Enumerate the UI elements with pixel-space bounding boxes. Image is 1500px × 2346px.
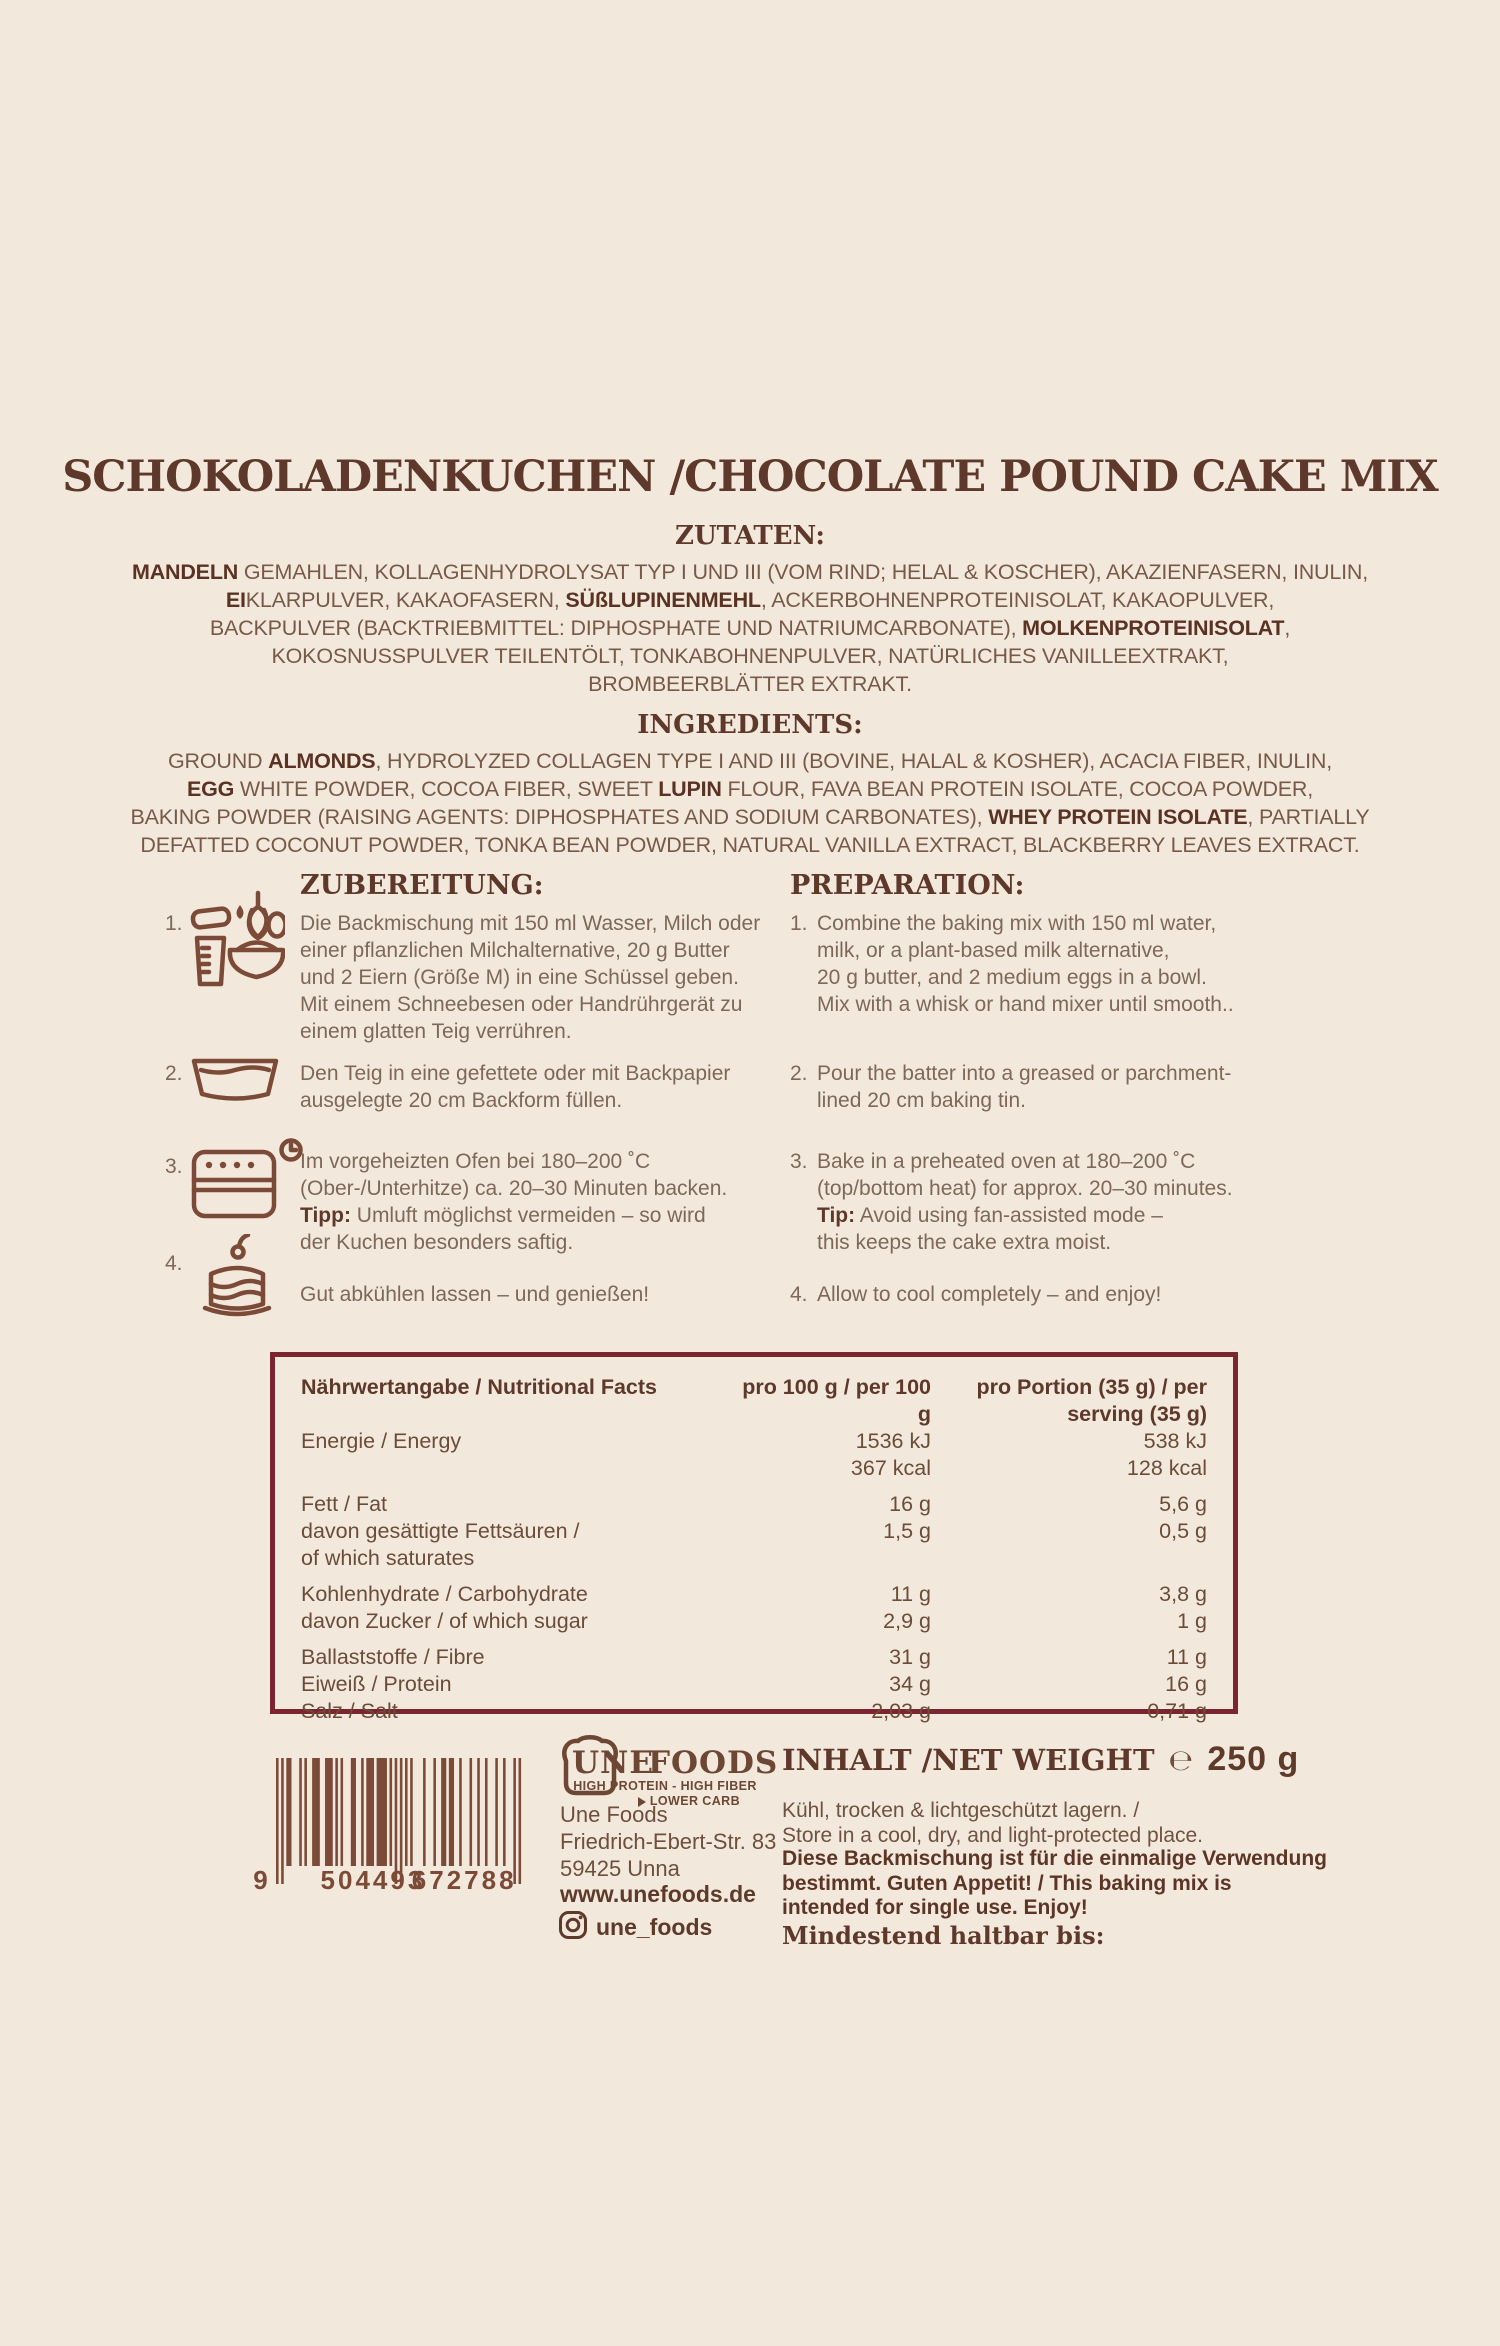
serving-value: 128 kcal xyxy=(1126,1456,1207,1480)
ingredients-de-text: MANDELN GEMAHLEN, KOLLAGENHYDROLYSAT TYP I UND III (VOM RIND; HELAL & KOSCHER), AKAZIENFASERN, INULIN, EIKLARPULVER, KAKAOFASERN, SÜßLUPINENMEHL, ACKERBOHNENPROTEINISOLAT, KAKAOPULVER, BACKPULVER (BACKTRIEBMITTEL: DIPHOSPHATE UND NATRIUMCARBONATE), MOLKENPROTEINISOLAT, KOKOSNUSSPULVER TEILENTÖLT, TONKABOHNENPULVER, NATÜRLICHES VANILLEEXTRAKT, BROMBEERBLÄTTER EXTRAKT. xyxy=(131,560,1369,696)
table-row xyxy=(301,1644,1207,1671)
per100-value: 2,03 g xyxy=(871,1699,931,1723)
table-row xyxy=(301,1671,1207,1698)
ingredients-heading: INGREDIENTS: xyxy=(637,710,863,740)
serving-value: 538 kJ xyxy=(1143,1429,1207,1453)
instagram-handle[interactable]: une_foods xyxy=(596,1914,713,1940)
website-link[interactable]: www.unefoods.de xyxy=(560,1881,756,1907)
preparation-heading: PREPARATION: xyxy=(790,870,1025,901)
storage-instructions: Kühl, trocken & lichtgeschützt lagern. / Store in a cool, dry, and light-protected place. xyxy=(782,1799,1204,1847)
serving-value: 5,6 g xyxy=(1159,1492,1207,1516)
nutrient-label xyxy=(301,1455,731,1482)
serving-value: 11 g xyxy=(1166,1645,1207,1669)
nutrition-header-serving: pro Portion (35 g) / per serving (35 g) xyxy=(976,1375,1207,1426)
zubereitung-heading: ZUBEREITUNG: xyxy=(300,870,544,901)
company-address: Une Foods Friedrich-Ebert-Str. 83 59425 Unna xyxy=(560,1802,777,1881)
best-before-label: Mindestend haltbar bis: xyxy=(782,1921,1105,1950)
svg-text:9: 9 xyxy=(253,1865,271,1895)
step-number: 2. xyxy=(790,1062,808,1085)
instagram-icon xyxy=(558,1910,588,1940)
table-row xyxy=(301,1428,1207,1455)
step-text-en-1: Combine the baking mix with 150 ml water, milk, or a plant-based milk alternative, 20 g butter, and 2 medium eggs in a bowl. Mix with a whisk or hand mixer until smooth.. xyxy=(817,912,1234,1016)
per100-value: 2,9 g xyxy=(883,1609,931,1633)
step-number: 4. xyxy=(790,1283,808,1306)
nutrition-header-per100: pro 100 g / per 100 g xyxy=(742,1375,931,1426)
nutrition-table xyxy=(270,1352,1238,1723)
single-use-note: Diese Backmischung ist für die einmalige Verwendung bestimmt. Guten Appetit! / This baking mix is intended for single use. Enjoy! xyxy=(782,1847,1327,1919)
nutrient-label: Salz / Salt xyxy=(301,1699,398,1723)
net-weight-label: INHALT /NET WEIGHT xyxy=(782,1743,1155,1777)
nutrient-label: davon Zucker / of which sugar xyxy=(301,1609,588,1633)
step-text-de-2: Den Teig in eine gefettete oder mit Backpapier ausgelegte 20 cm Backform füllen. xyxy=(300,1062,731,1112)
serving-value: 0,71 g xyxy=(1147,1699,1207,1723)
nutrient-label: Energie / Energy xyxy=(301,1429,462,1453)
mixing-ingredients-icon xyxy=(183,890,285,996)
step-number: 1. xyxy=(165,912,183,935)
step-text-en-4: Allow to cool completely – and enjoy! xyxy=(817,1283,1162,1306)
estimated-sign: ℮ xyxy=(1168,1743,1194,1777)
brand-name-foods: FOODS xyxy=(648,1745,779,1781)
brand-tagline-1: HIGH PROTEIN - HIGH FIBER xyxy=(573,1779,757,1793)
serving-value: 16 g xyxy=(1165,1672,1207,1696)
table-row xyxy=(301,1608,1207,1635)
svg-text:504493: 504493 xyxy=(320,1865,426,1895)
step-number: 1. xyxy=(790,912,808,935)
nutrition-header-row xyxy=(301,1374,1207,1428)
serving-value: 1 g xyxy=(1177,1609,1207,1633)
baking-tin-icon xyxy=(190,1056,280,1106)
table-row xyxy=(301,1518,1207,1572)
serving-value: 3,8 g xyxy=(1159,1582,1207,1606)
step-number: 4. xyxy=(165,1252,183,1275)
step-text-en-2: Pour the batter into a greased or parchment- lined 20 cm baking tin. xyxy=(817,1062,1232,1112)
product-title: SCHOKOLADENKUCHEN /CHOCOLATE POUND CAKE MIX xyxy=(62,452,1438,502)
nutrient-label: Eiweiß / Protein xyxy=(301,1672,452,1696)
nutrient-label: Fett / Fat xyxy=(301,1492,388,1516)
net-weight-row xyxy=(782,1740,1299,1779)
serving-value: 0,5 g xyxy=(1159,1519,1207,1543)
svg-text:672788: 672788 xyxy=(411,1865,517,1895)
step-text-de-3: Im vorgeheizten Ofen bei 180–200 ˚C (Ober-/Unterhitze) ca. 20–30 Minuten backen. Tipp: Umluft möglichst vermeiden – so wird der Kuchen besonders saftig. xyxy=(300,1150,728,1254)
oven-timer-icon xyxy=(190,1138,305,1220)
zutaten-heading: ZUTATEN: xyxy=(675,521,825,551)
step-text-de-1: Die Backmischung mit 150 ml Wasser, Milch oder einer pflanzlichen Milchalternative, 20 g Butter und 2 Eiern (Größe M) in eine Schüssel geben. Mit einem Schneebesen oder Handrührgerät zu einem glatten Teig verrühren. xyxy=(300,912,761,1043)
per100-value: 16 g xyxy=(889,1492,931,1516)
nutrient-label: Ballaststoffe / Fibre xyxy=(301,1645,485,1669)
ingredients-en-text: GROUND ALMONDS, HYDROLYZED COLLAGEN TYPE I AND III (BOVINE, HALAL & KOSHER), ACACIA FIBER, INULIN, EGG WHITE POWDER, COCOA FIBER, SWEET LUPIN FLOUR, FAVA BEAN PROTEIN ISOLATE, COCOA POWDER, BAKING POWDER (RAISING AGENTS: DIPHOSPHATES AND SODIUM CARBONATES), WHEY PROTEIN ISOLATE, PARTIALLY DEFATTED COCONUT POWDER, TONKA BEAN POWDER, NATURAL VANILLA EXTRACT, BLACKBERRY LEAVES EXTRACT. xyxy=(130,749,1370,857)
nutrient-label: davon gesättigte Fettsäuren / of which saturates xyxy=(301,1519,580,1570)
per100-value: 11 g xyxy=(890,1582,931,1606)
step-number: 2. xyxy=(165,1062,183,1085)
per100-value: 34 g xyxy=(889,1672,931,1696)
table-row xyxy=(301,1455,1207,1482)
brand-tagline-2: LOWER CARB xyxy=(560,1794,770,1808)
step-number: 3. xyxy=(165,1155,183,1178)
table-row xyxy=(301,1491,1207,1518)
net-weight-value: 250 g xyxy=(1207,1740,1300,1778)
step-text-de-4: Gut abkühlen lassen – und genießen! xyxy=(300,1283,650,1306)
step-number: 3. xyxy=(790,1150,808,1173)
per100-value: 1536 kJ xyxy=(855,1429,931,1453)
per100-value: 1,5 g xyxy=(883,1519,931,1543)
nutrient-label: Kohlenhydrate / Carbohydrate xyxy=(301,1582,588,1606)
cake-icon xyxy=(195,1234,279,1320)
table-row xyxy=(301,1581,1207,1608)
nutrition-header-label: Nährwertangabe / Nutritional Facts xyxy=(301,1375,658,1399)
step-text-en-3: Bake in a preheated oven at 180–200 ˚C (top/bottom heat) for approx. 20–30 minutes. Tip: Avoid using fan-assisted mode – this keeps the cake extra moist. xyxy=(817,1150,1233,1254)
per100-value: 31 g xyxy=(889,1645,931,1669)
table-row xyxy=(301,1698,1207,1725)
brand-name-une: UNE xyxy=(572,1745,654,1781)
per100-value: 367 kcal xyxy=(850,1456,931,1480)
barcode xyxy=(252,1756,538,1896)
